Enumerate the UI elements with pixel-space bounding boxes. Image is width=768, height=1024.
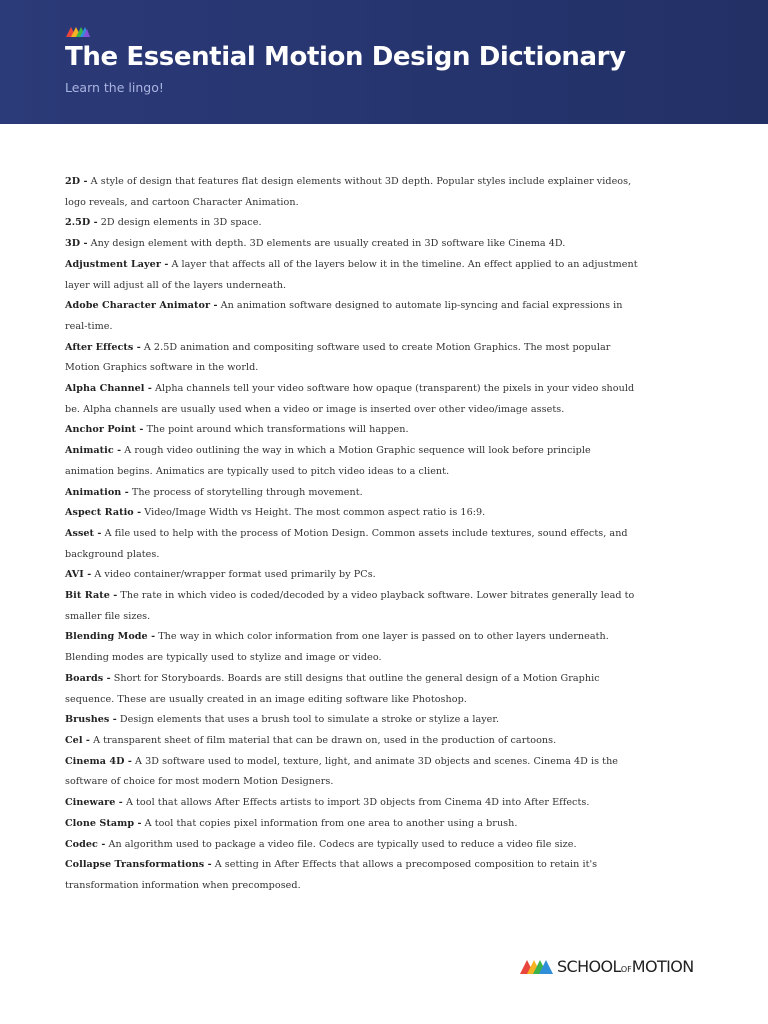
dictionary-entry bbox=[65, 627, 640, 668]
entry-definition: The process of storytelling through movement. bbox=[131, 486, 363, 498]
dictionary-entry bbox=[65, 234, 640, 255]
entry-term: Animatic - bbox=[65, 445, 122, 457]
dictionary-entry bbox=[65, 814, 640, 835]
entry-definition: 2D design elements in 3D space. bbox=[100, 217, 262, 229]
entry-term: Animation - bbox=[65, 486, 129, 498]
dictionary-entry bbox=[65, 503, 640, 524]
entry-definition: A tool that allows After Effects artists to import 3D objects from Cinema 4D into After Effects. bbox=[125, 797, 590, 809]
entry-definition: A video container/wrapper format used primarily by PCs. bbox=[94, 569, 376, 581]
dictionary-entry bbox=[65, 172, 640, 213]
entry-definition: Alpha channels tell your video software how opaque (transparent) the pixels in your video should be. Alpha channels are usually used when a video or image is inserted over other video/image assets. bbox=[65, 383, 635, 415]
entry-definition: A tool that copies pixel information from one area to another using a brush. bbox=[144, 817, 518, 829]
entry-definition: A layer that affects all of the layers below it in the timeline. An effect applied to an adjustment layer will adjust all of the layers underneath. bbox=[65, 258, 638, 291]
entry-definition: A file used to help with the process of Motion Design. Common assets include textures, sound effects, and background plates. bbox=[65, 527, 628, 560]
dictionary-entry bbox=[65, 483, 640, 504]
entry-term: Codec - bbox=[65, 838, 106, 850]
entry-definition: The way in which color information from one layer is passed on to other layers underneath. Blending modes are typically used to stylize and image or video. bbox=[65, 631, 609, 664]
dictionary-entry bbox=[65, 213, 640, 234]
dictionary-entry bbox=[65, 524, 640, 565]
entry-term: Cel - bbox=[65, 734, 90, 746]
entry-definition: Any design element with depth. 3D elements are usually created in 3D software like Cinema 4D. bbox=[90, 238, 566, 250]
entry-term: Bit Rate - bbox=[65, 590, 118, 602]
dictionary-entries bbox=[65, 172, 640, 897]
entry-definition: The point around which transformations will happen. bbox=[146, 424, 409, 436]
dictionary-entry bbox=[65, 338, 640, 379]
dictionary-entry bbox=[65, 669, 640, 710]
header-banner bbox=[0, 0, 768, 124]
entry-term: 2.5D - bbox=[65, 217, 98, 229]
entry-definition: A 2.5D animation and compositing software used to create Motion Graphics. The most popular Motion Graphics software in the world. bbox=[65, 341, 611, 374]
entry-definition: A setting in After Effects that allows a precomposed composition to retain it's transformation information when precomposed. bbox=[65, 859, 598, 891]
entry-term: Clone Stamp - bbox=[65, 817, 142, 829]
entry-term: Asset - bbox=[65, 527, 102, 539]
mountain-logo-icon bbox=[66, 27, 90, 37]
page-subtitle: Learn the lingo! bbox=[65, 80, 164, 95]
entry-term: 2D - bbox=[65, 176, 88, 187]
dictionary-entry bbox=[65, 586, 640, 627]
page-title: The Essential Motion Design Dictionary bbox=[65, 42, 626, 72]
entry-term: Collapse Transformations - bbox=[65, 859, 212, 871]
entry-definition: Video/Image Width vs Height. The most common aspect ratio is 16:9. bbox=[144, 507, 486, 519]
dictionary-entry bbox=[65, 835, 640, 856]
entry-term: Anchor Point - bbox=[65, 424, 144, 436]
entry-definition: The rate in which video is coded/decoded by a video playback software. Lower bitrates generally lead to smaller file sizes. bbox=[65, 590, 635, 622]
dictionary-entry bbox=[65, 855, 640, 896]
entry-definition: A style of design that features flat design elements without 3D depth. Popular styles include explainer videos, logo reveals, and cartoon Character Animation. bbox=[65, 176, 632, 208]
entry-definition: A 3D software used to model, texture, light, and animate 3D objects and scenes. Cinema 4D is the software of choice for most modern Motion Designers. bbox=[65, 755, 619, 788]
entry-definition: A transparent sheet of film material that can be drawn on, used in the production of cartoons. bbox=[93, 734, 557, 746]
entry-term: Aspect Ratio - bbox=[65, 507, 142, 519]
dictionary-entry bbox=[65, 379, 640, 420]
dictionary-entry bbox=[65, 296, 640, 337]
entry-term: 3D - bbox=[65, 238, 88, 250]
entry-term: Adobe Character Animator - bbox=[65, 300, 218, 312]
entry-term: Blending Mode - bbox=[65, 631, 156, 643]
entry-term: Boards - bbox=[65, 672, 111, 684]
entry-term: Adjustment Layer - bbox=[65, 258, 169, 270]
entry-definition: An algorithm used to package a video file. Codecs are typically used to reduce a video file size. bbox=[108, 838, 577, 850]
dictionary-entry bbox=[65, 441, 640, 482]
dictionary-entry bbox=[65, 793, 640, 814]
entry-term: AVI - bbox=[65, 569, 92, 581]
dictionary-entry bbox=[65, 565, 640, 586]
brand-name: SCHOOLOFMOTION bbox=[557, 956, 694, 976]
entry-definition: Design elements that uses a brush tool to simulate a stroke or stylize a layer. bbox=[119, 714, 500, 726]
dictionary-entry bbox=[65, 420, 640, 441]
school-of-motion-logo bbox=[520, 957, 694, 975]
entry-term: Alpha Channel - bbox=[65, 383, 152, 395]
entry-definition: Short for Storyboards. Boards are still designs that outline the general design of a Motion Graphic sequence. These are usually created in an image editing software like Photoshop. bbox=[65, 672, 600, 705]
entry-term: Cineware - bbox=[65, 797, 123, 809]
dictionary-entry bbox=[65, 710, 640, 731]
school-of-motion-logo-icon bbox=[520, 959, 553, 974]
entry-definition: An animation software designed to automate lip-syncing and facial expressions in real-time. bbox=[65, 300, 623, 332]
entry-term: Cinema 4D - bbox=[65, 755, 132, 767]
entry-definition: A rough video outlining the way in which a Motion Graphic sequence will look before principle animation begins. Animatics are typically used to pitch video ideas to a client. bbox=[65, 445, 591, 477]
dictionary-entry bbox=[65, 731, 640, 752]
dictionary-entry bbox=[65, 752, 640, 793]
entry-term: After Effects - bbox=[65, 341, 141, 353]
dictionary-entry bbox=[65, 255, 640, 296]
entry-term: Brushes - bbox=[65, 714, 117, 726]
